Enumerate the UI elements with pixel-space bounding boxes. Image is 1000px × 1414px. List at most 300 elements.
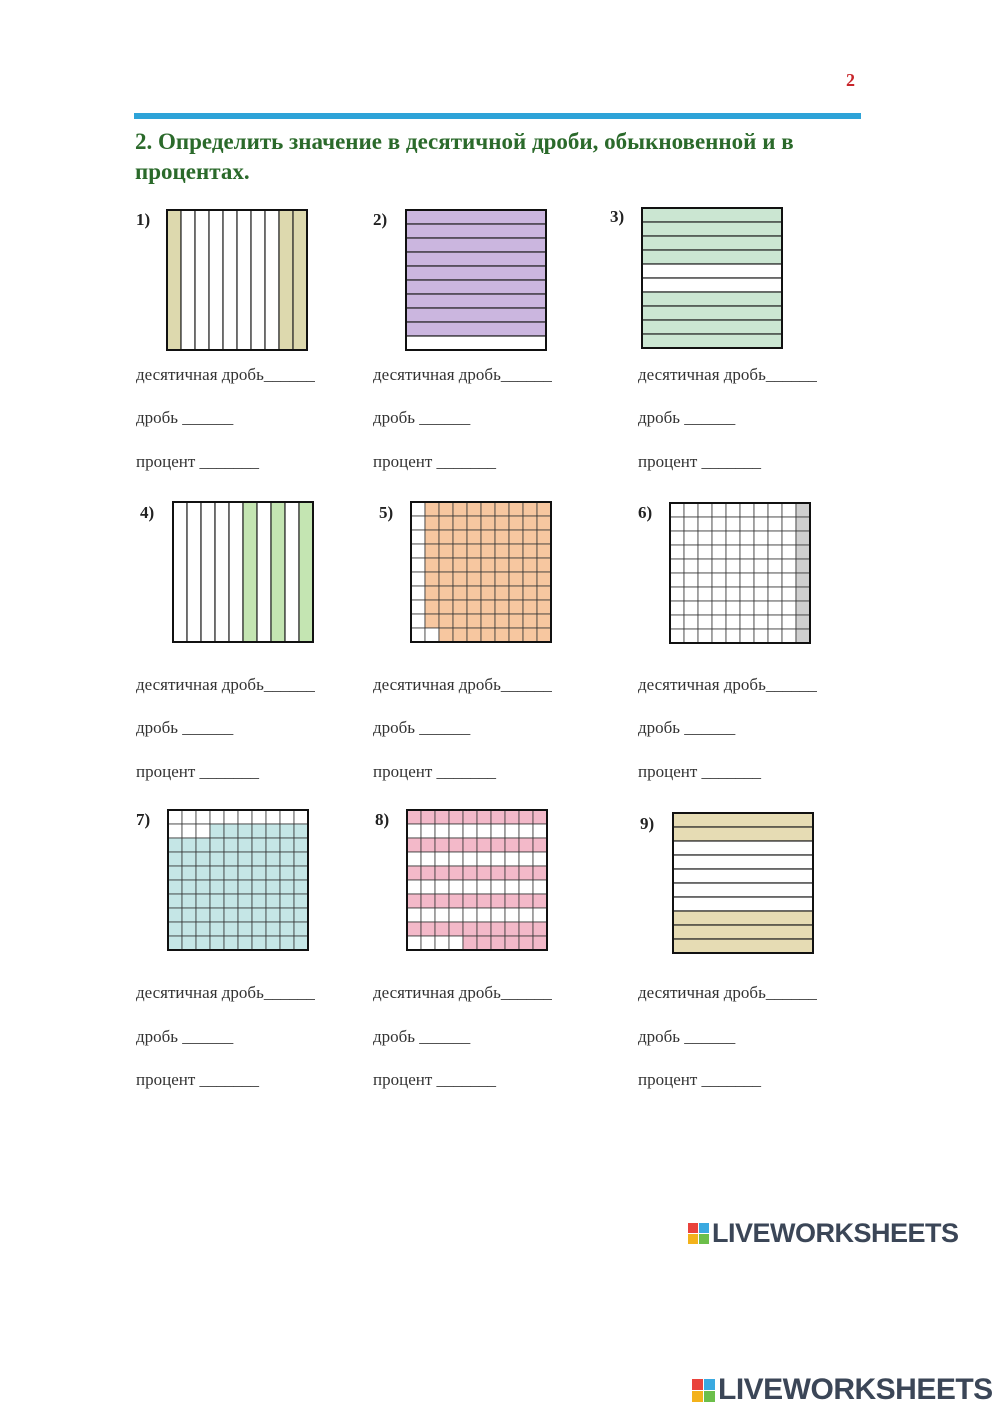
shaded-cell (509, 502, 523, 516)
item-2-percent-line: процент _______ (373, 452, 497, 471)
cell (519, 908, 533, 922)
cell (449, 936, 463, 950)
cell (726, 615, 740, 629)
shaded-cell (491, 866, 505, 880)
item-9-decimal-line: десятичная дробь______ (638, 983, 817, 1002)
cell (768, 601, 782, 615)
shaded-cell (280, 880, 294, 894)
shaded-cell (224, 894, 238, 908)
cell (280, 810, 294, 824)
liveworksheets-logo-icon (692, 1379, 715, 1402)
cell (712, 629, 726, 643)
shaded-cell (477, 936, 491, 950)
item-3-label: 3) (610, 207, 625, 226)
cell (698, 601, 712, 615)
shaded-cell (796, 503, 810, 517)
cell (294, 810, 308, 824)
cell (768, 573, 782, 587)
shaded-cell (407, 866, 421, 880)
shaded-cell (481, 586, 495, 600)
cell (491, 824, 505, 838)
cell (754, 545, 768, 559)
shaded-cell (294, 824, 308, 838)
shaded-cell (449, 922, 463, 936)
shaded-cell (796, 531, 810, 545)
shaded-cell (224, 866, 238, 880)
cell (435, 880, 449, 894)
item-4-percent-line: процент _______ (136, 762, 260, 781)
shaded-cell (505, 810, 519, 824)
shaded-strip (642, 334, 782, 348)
cell (740, 559, 754, 573)
shaded-strip (167, 210, 181, 350)
shaded-cell (266, 852, 280, 866)
shaded-cell (509, 530, 523, 544)
shaded-cell (505, 936, 519, 950)
shaded-strip (406, 224, 546, 238)
shaded-cell (210, 936, 224, 950)
cell (670, 615, 684, 629)
item-1-percent-line: процент _______ (136, 452, 260, 471)
cell (698, 559, 712, 573)
cell (670, 503, 684, 517)
shaded-cell (537, 530, 551, 544)
shaded-cell (421, 810, 435, 824)
cell (407, 824, 421, 838)
cell (266, 810, 280, 824)
cell (670, 601, 684, 615)
shaded-cell (266, 824, 280, 838)
shaded-cell (280, 866, 294, 880)
cell (712, 573, 726, 587)
cell (449, 824, 463, 838)
shaded-cell (453, 600, 467, 614)
shaded-cell (467, 572, 481, 586)
shaded-cell (509, 600, 523, 614)
cell (168, 824, 182, 838)
cell (712, 601, 726, 615)
shaded-cell (210, 922, 224, 936)
cell (684, 559, 698, 573)
cell (533, 880, 547, 894)
shaded-cell (252, 922, 266, 936)
shaded-cell (168, 838, 182, 852)
shaded-cell (505, 866, 519, 880)
shaded-cell (481, 516, 495, 530)
cell (463, 880, 477, 894)
item-9-fraction-line: дробь ______ (638, 1027, 736, 1046)
shaded-cell (523, 628, 537, 642)
shaded-cell (523, 558, 537, 572)
shaded-cell (453, 586, 467, 600)
shaded-cell (168, 894, 182, 908)
shaded-cell (435, 838, 449, 852)
cell (407, 852, 421, 866)
shaded-cell (481, 614, 495, 628)
shaded-cell (796, 573, 810, 587)
shaded-cell (491, 894, 505, 908)
cell (182, 810, 196, 824)
shaded-cell (252, 936, 266, 950)
shaded-cell (481, 572, 495, 586)
strip (642, 264, 782, 278)
shaded-cell (196, 880, 210, 894)
shaded-cell (519, 838, 533, 852)
shaded-cell (280, 852, 294, 866)
shaded-cell (435, 922, 449, 936)
shaded-strip (642, 320, 782, 334)
item-3-percent-line: процент _______ (638, 452, 762, 471)
cell (782, 629, 796, 643)
cell (435, 936, 449, 950)
cell (698, 573, 712, 587)
strip (187, 502, 201, 642)
cell (407, 880, 421, 894)
item-4-fraction-line: дробь ______ (136, 718, 234, 737)
cell (726, 531, 740, 545)
shaded-cell (421, 922, 435, 936)
shaded-cell (467, 600, 481, 614)
shaded-cell (168, 908, 182, 922)
cell (505, 880, 519, 894)
cell (726, 587, 740, 601)
shaded-cell (210, 894, 224, 908)
cell (477, 908, 491, 922)
shaded-cell (294, 922, 308, 936)
shaded-cell (294, 894, 308, 908)
shaded-cell (453, 544, 467, 558)
shaded-cell (796, 517, 810, 531)
cell (519, 824, 533, 838)
shaded-cell (196, 922, 210, 936)
item-6-label: 6) (638, 503, 653, 522)
cell (740, 573, 754, 587)
shaded-cell (238, 852, 252, 866)
shaded-cell (523, 572, 537, 586)
shaded-cell (196, 866, 210, 880)
item-3-fraction-line: дробь ______ (638, 408, 736, 427)
cell (768, 587, 782, 601)
cell (435, 852, 449, 866)
shaded-cell (519, 866, 533, 880)
item-7-figure (167, 809, 309, 951)
shaded-cell (435, 810, 449, 824)
shaded-strip (299, 502, 313, 642)
shaded-cell (238, 908, 252, 922)
shaded-cell (294, 838, 308, 852)
shaded-cell (196, 838, 210, 852)
cell (435, 908, 449, 922)
strip (173, 502, 187, 642)
shaded-cell (453, 614, 467, 628)
cell (712, 545, 726, 559)
logo-square (688, 1234, 698, 1244)
cell (740, 587, 754, 601)
shaded-cell (495, 600, 509, 614)
shaded-cell (168, 880, 182, 894)
shaded-cell (495, 516, 509, 530)
shaded-cell (280, 936, 294, 950)
shaded-cell (425, 516, 439, 530)
shaded-cell (238, 880, 252, 894)
cell (712, 559, 726, 573)
cell (754, 573, 768, 587)
shaded-cell (463, 866, 477, 880)
shaded-cell (425, 530, 439, 544)
shaded-cell (266, 894, 280, 908)
item-8-percent-line: процент _______ (373, 1070, 497, 1089)
shaded-cell (407, 922, 421, 936)
cell (782, 587, 796, 601)
shaded-cell (495, 558, 509, 572)
strip (257, 502, 271, 642)
cell (670, 531, 684, 545)
item-6-figure (669, 502, 811, 644)
shaded-cell (796, 615, 810, 629)
shaded-cell (491, 922, 505, 936)
shaded-cell (481, 530, 495, 544)
shaded-cell (182, 936, 196, 950)
shaded-cell (523, 516, 537, 530)
shaded-cell (533, 922, 547, 936)
item-8-figure (406, 809, 548, 951)
cell (238, 810, 252, 824)
item-2-fraction-line: дробь ______ (373, 408, 471, 427)
shaded-cell (196, 908, 210, 922)
shaded-cell (796, 545, 810, 559)
shaded-cell (294, 880, 308, 894)
shaded-cell (537, 572, 551, 586)
logo-square (699, 1234, 709, 1244)
shaded-cell (182, 880, 196, 894)
cell (449, 852, 463, 866)
shaded-cell (449, 810, 463, 824)
shaded-cell (439, 600, 453, 614)
shaded-cell (505, 894, 519, 908)
shaded-cell (425, 544, 439, 558)
shaded-cell (477, 894, 491, 908)
shaded-cell (453, 530, 467, 544)
cell (726, 545, 740, 559)
cell (782, 517, 796, 531)
shaded-cell (495, 544, 509, 558)
cell (533, 824, 547, 838)
shaded-strip (406, 266, 546, 280)
shaded-cell (425, 558, 439, 572)
shaded-cell (463, 838, 477, 852)
shaded-strip (406, 308, 546, 322)
shaded-cell (796, 629, 810, 643)
shaded-cell (224, 936, 238, 950)
cell (740, 629, 754, 643)
cell (505, 852, 519, 866)
shaded-cell (463, 894, 477, 908)
shaded-cell (280, 894, 294, 908)
liveworksheets-logo-text: LIVEWORKSHEETS (718, 1373, 993, 1406)
strip (195, 210, 209, 350)
shaded-cell (509, 516, 523, 530)
cell (740, 517, 754, 531)
shaded-cell (495, 502, 509, 516)
shaded-cell (796, 587, 810, 601)
strip (181, 210, 195, 350)
cell (670, 559, 684, 573)
logo-square (688, 1223, 698, 1233)
shaded-cell (523, 544, 537, 558)
cell (768, 615, 782, 629)
shaded-cell (425, 614, 439, 628)
cell (782, 601, 796, 615)
item-6-fraction-line: дробь ______ (638, 718, 736, 737)
shaded-cell (463, 810, 477, 824)
cell (491, 908, 505, 922)
cell (168, 810, 182, 824)
shaded-cell (252, 894, 266, 908)
shaded-cell (238, 866, 252, 880)
strip (229, 502, 243, 642)
cell (740, 545, 754, 559)
cell (505, 908, 519, 922)
shaded-cell (537, 614, 551, 628)
shaded-cell (407, 838, 421, 852)
logo-square (692, 1391, 703, 1402)
shaded-cell (477, 838, 491, 852)
cell (782, 503, 796, 517)
shaded-cell (467, 586, 481, 600)
shaded-cell (533, 894, 547, 908)
item-5-label: 5) (379, 503, 394, 522)
shaded-cell (266, 922, 280, 936)
cell (698, 531, 712, 545)
shaded-cell (182, 922, 196, 936)
shaded-cell (210, 838, 224, 852)
item-7-decimal-line: десятичная дробь______ (136, 983, 315, 1002)
shaded-cell (224, 852, 238, 866)
cell (698, 545, 712, 559)
cell (435, 824, 449, 838)
shaded-cell (796, 601, 810, 615)
strip (642, 278, 782, 292)
item-7-percent-line: процент _______ (136, 1070, 260, 1089)
cell (726, 629, 740, 643)
shaded-cell (491, 810, 505, 824)
cell (449, 880, 463, 894)
shaded-cell (280, 838, 294, 852)
shaded-cell (481, 600, 495, 614)
cell (712, 587, 726, 601)
cell (411, 600, 425, 614)
shaded-strip (642, 250, 782, 264)
cell (210, 810, 224, 824)
shaded-cell (477, 810, 491, 824)
shaded-cell (463, 922, 477, 936)
shaded-cell (467, 544, 481, 558)
shaded-cell (523, 502, 537, 516)
cell (463, 852, 477, 866)
cell (768, 517, 782, 531)
cell (407, 908, 421, 922)
shaded-strip (673, 813, 813, 827)
logo-square (699, 1223, 709, 1233)
cell (477, 880, 491, 894)
liveworksheets-logo-text: LIVEWORKSHEETS (712, 1218, 959, 1248)
cell (768, 531, 782, 545)
cell (477, 852, 491, 866)
cell (252, 810, 266, 824)
cell (505, 824, 519, 838)
shaded-cell (252, 852, 266, 866)
cell (684, 517, 698, 531)
cell (768, 545, 782, 559)
shaded-strip (406, 322, 546, 336)
shaded-cell (266, 838, 280, 852)
item-1-decimal-line: десятичная дробь______ (136, 365, 315, 384)
shaded-cell (439, 516, 453, 530)
cell (754, 601, 768, 615)
shaded-cell (280, 922, 294, 936)
shaded-cell (523, 614, 537, 628)
shaded-cell (182, 908, 196, 922)
shaded-cell (252, 880, 266, 894)
item-9-label: 9) (640, 814, 655, 833)
shaded-strip (271, 502, 285, 642)
item-6-decimal-line: десятичная дробь______ (638, 675, 817, 694)
cell (782, 573, 796, 587)
cell (726, 517, 740, 531)
shaded-cell (294, 908, 308, 922)
cell (670, 573, 684, 587)
shaded-cell (491, 838, 505, 852)
shaded-cell (519, 894, 533, 908)
cell (754, 615, 768, 629)
cell (726, 503, 740, 517)
shaded-cell (453, 502, 467, 516)
shaded-cell (439, 628, 453, 642)
cell (224, 810, 238, 824)
shaded-cell (294, 936, 308, 950)
strip (223, 210, 237, 350)
cell (684, 615, 698, 629)
cell (684, 573, 698, 587)
cell (754, 517, 768, 531)
cell (670, 629, 684, 643)
shaded-cell (425, 502, 439, 516)
item-2-label: 2) (373, 210, 388, 229)
strip (215, 502, 229, 642)
cell (411, 544, 425, 558)
shaded-cell (537, 628, 551, 642)
cell (491, 880, 505, 894)
shaded-cell (266, 936, 280, 950)
item-7-fraction-line: дробь ______ (136, 1027, 234, 1046)
cell (449, 908, 463, 922)
strip (201, 502, 215, 642)
shaded-cell (439, 614, 453, 628)
cell (698, 503, 712, 517)
shaded-cell (224, 824, 238, 838)
shaded-cell (210, 880, 224, 894)
cell (684, 531, 698, 545)
item-9-figure (672, 812, 814, 954)
strip (406, 336, 546, 350)
shaded-strip (406, 238, 546, 252)
cell (754, 559, 768, 573)
cell (768, 629, 782, 643)
item-4-decimal-line: десятичная дробь______ (136, 675, 315, 694)
cell (670, 545, 684, 559)
shaded-strip (406, 210, 546, 224)
shaded-cell (252, 824, 266, 838)
